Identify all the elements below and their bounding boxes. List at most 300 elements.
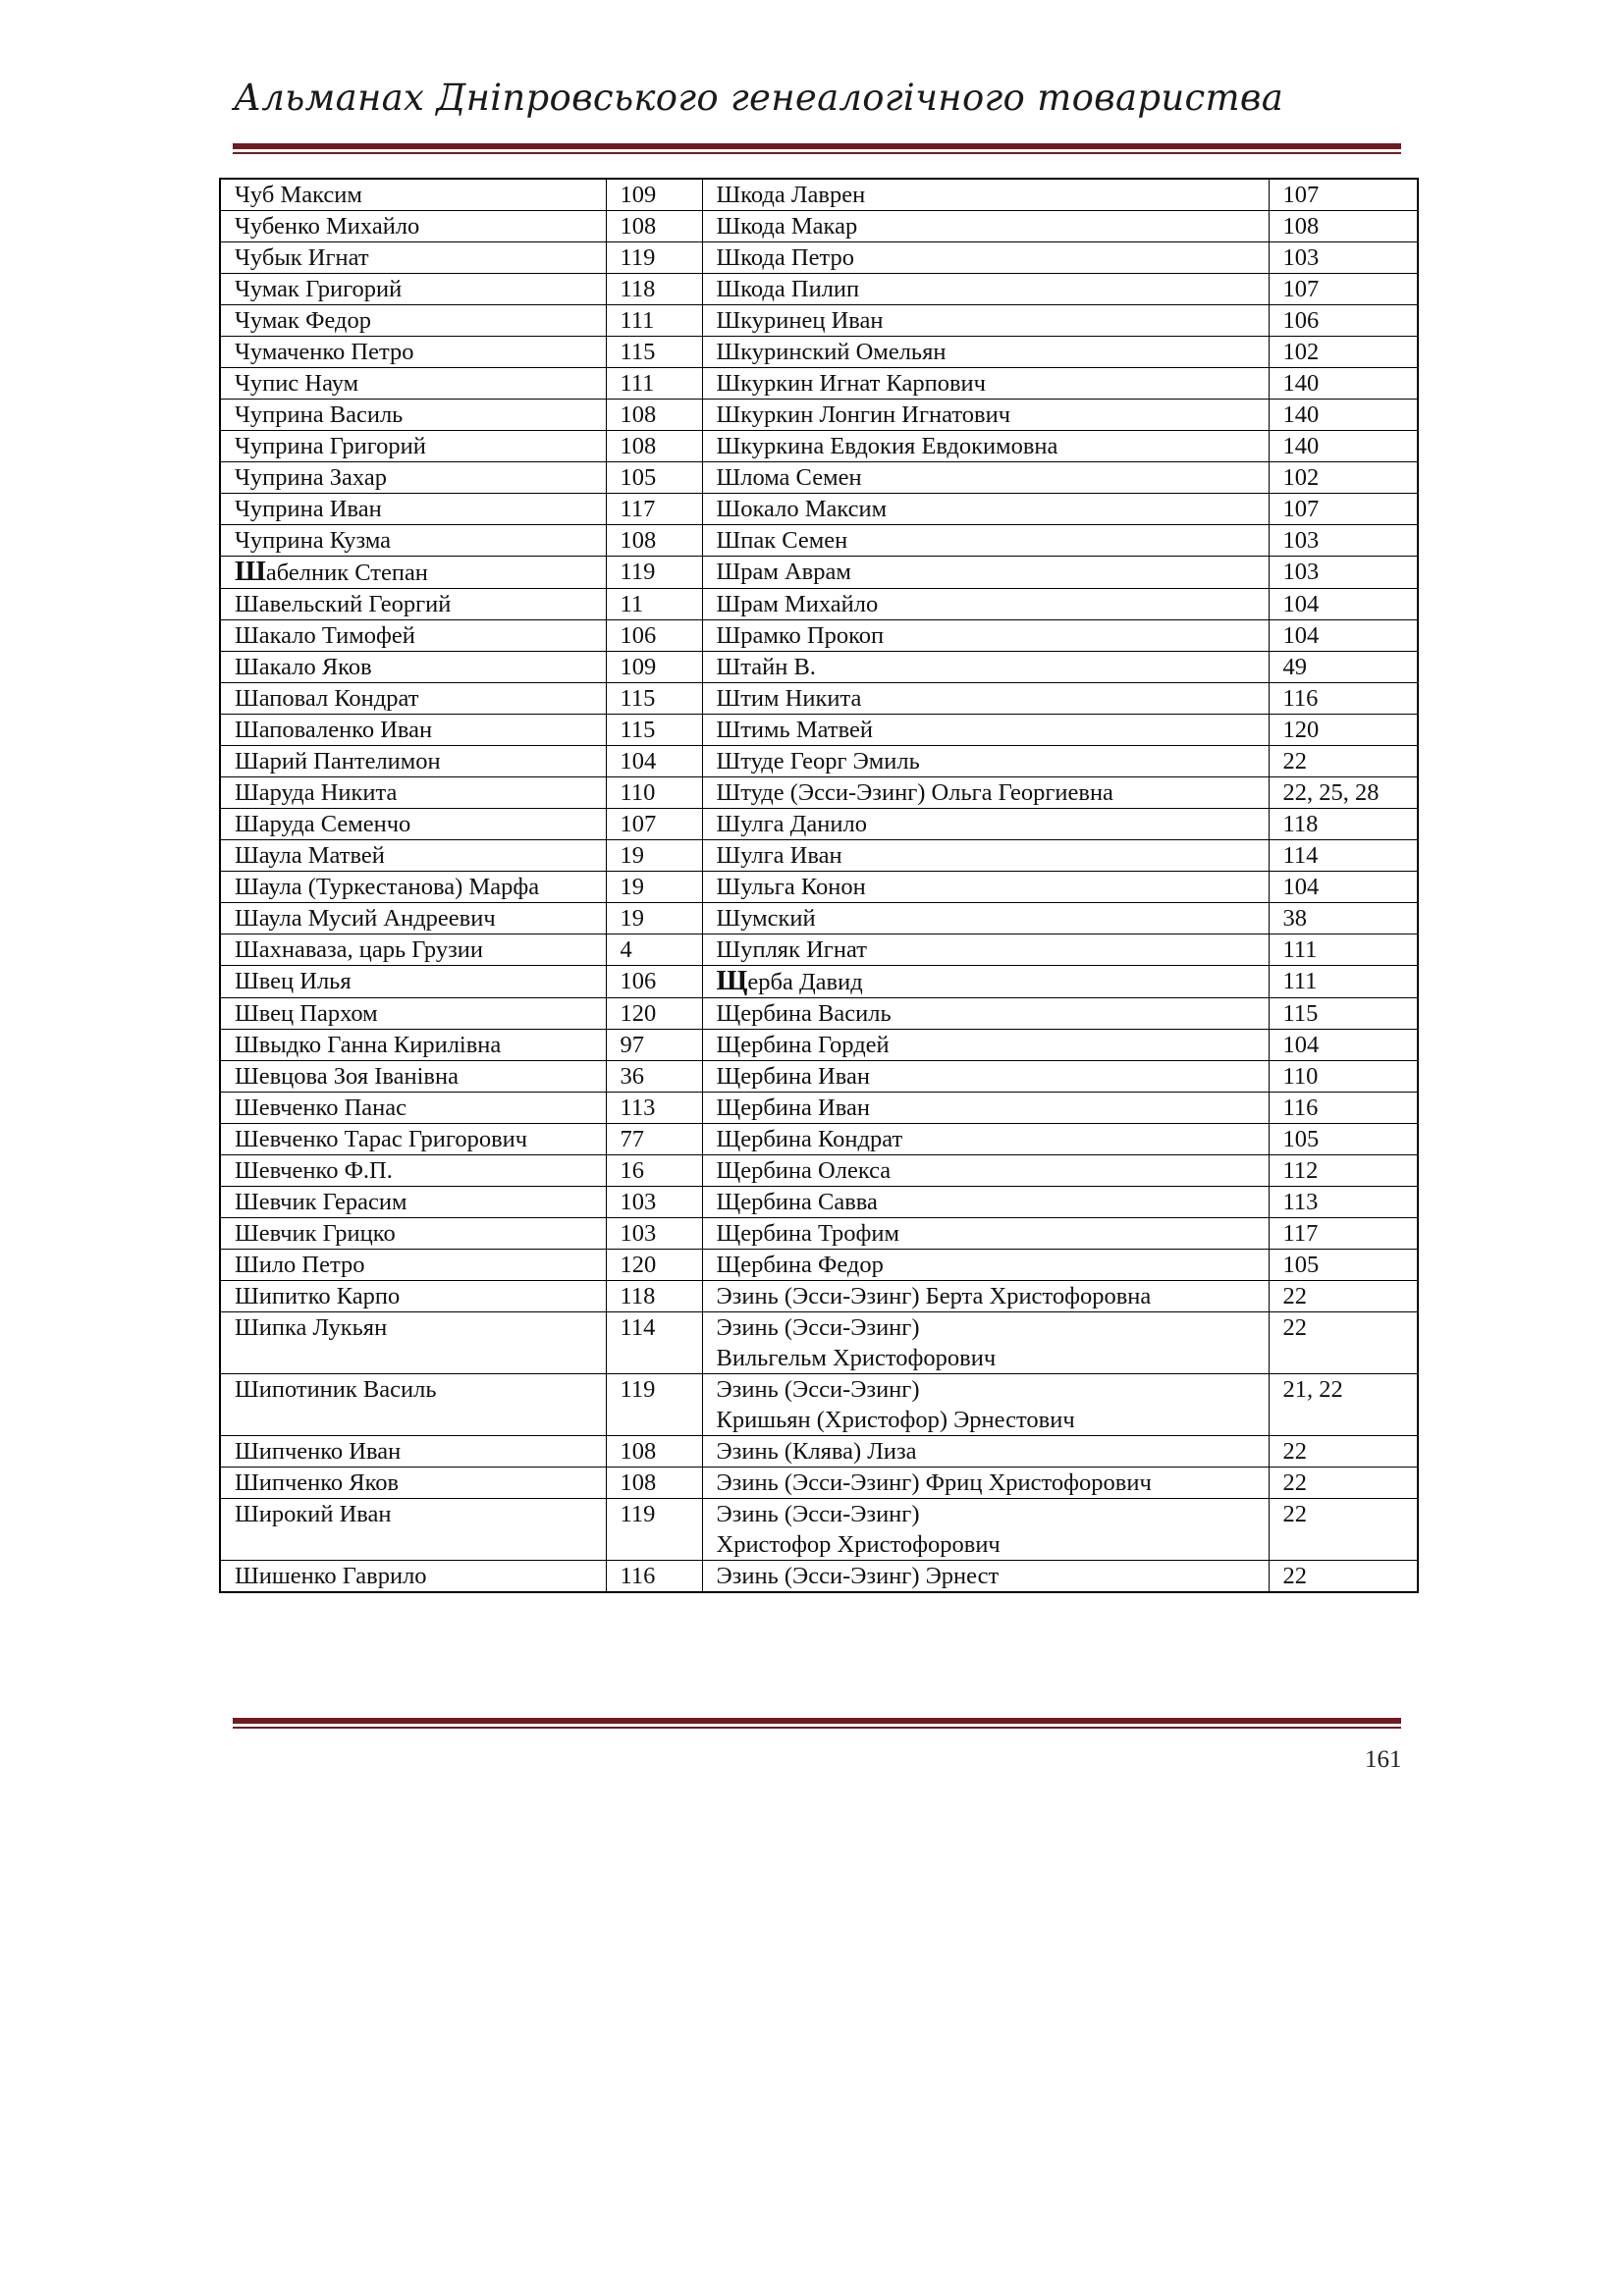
right-page-ref-cell: 113	[1269, 1187, 1418, 1218]
right-page-ref-cell: 118	[1269, 809, 1418, 840]
person-name: Шульга Конон	[716, 874, 866, 900]
left-name-cell	[220, 777, 606, 809]
right-page-ref-cell: 117	[1269, 1218, 1418, 1250]
person-name: Щербина Савва	[716, 1189, 878, 1215]
left-name-cell	[220, 683, 606, 715]
right-page-ref-cell: 104	[1269, 620, 1418, 652]
table-row	[220, 242, 1418, 274]
table-row	[220, 400, 1418, 431]
right-page-ref-cell: 140	[1269, 368, 1418, 400]
left-name-cell	[220, 840, 606, 872]
person-name: Шаповал Кондрат	[235, 685, 419, 712]
right-name-cell	[702, 966, 1269, 998]
left-page-ref-cell: 19	[606, 903, 702, 934]
right-page-ref-cell: 116	[1269, 1093, 1418, 1124]
person-name: Шкуринский Омельян	[716, 339, 947, 365]
index-table-body	[220, 179, 1418, 1592]
person-name: Шевченко Ф.П.	[235, 1157, 393, 1184]
left-name-cell	[220, 1250, 606, 1281]
right-name-cell	[702, 998, 1269, 1030]
person-name: Швыдко Ганна Кирилівна	[235, 1032, 502, 1058]
left-name-cell	[220, 998, 606, 1030]
left-name-cell	[220, 966, 606, 998]
left-page-ref-cell: 111	[606, 305, 702, 337]
right-page-ref-cell: 110	[1269, 1061, 1418, 1093]
right-name-cell	[702, 1374, 1269, 1436]
person-name: Шумский	[716, 905, 816, 932]
left-page-ref-cell: 108	[606, 1468, 702, 1499]
right-page-ref-cell: 140	[1269, 431, 1418, 462]
table-row	[220, 494, 1418, 525]
person-name: ерба Давид	[747, 969, 863, 995]
table-row	[220, 274, 1418, 305]
right-name-cell	[702, 274, 1269, 305]
left-page-ref-cell: 119	[606, 1499, 702, 1561]
left-page-ref-cell: 115	[606, 715, 702, 746]
left-name-cell	[220, 525, 606, 557]
person-name: Шаруда Никита	[235, 779, 398, 806]
person-name: Чумак Федор	[235, 307, 371, 334]
person-name: Шрамко Прокоп	[716, 622, 885, 649]
person-name: Шипченко Иван	[235, 1438, 402, 1465]
left-page-ref-cell: 19	[606, 840, 702, 872]
right-name-cell	[702, 1281, 1269, 1312]
right-name-cell	[702, 903, 1269, 934]
person-name-continued: Кришьян (Христофор) Эрнестович	[716, 1407, 1075, 1433]
table-row	[220, 809, 1418, 840]
person-name: Штим Никита	[716, 685, 862, 712]
table-row	[220, 1187, 1418, 1218]
person-name: Шевцова Зоя Іванівна	[235, 1063, 459, 1090]
table-row	[220, 1312, 1418, 1374]
left-page-ref-cell: 108	[606, 1436, 702, 1468]
left-name-cell	[220, 1561, 606, 1593]
person-name: Шевченко Панас	[235, 1095, 406, 1121]
left-name-cell	[220, 274, 606, 305]
right-name-cell	[702, 620, 1269, 652]
right-name-cell	[702, 242, 1269, 274]
left-page-ref-cell: 120	[606, 1250, 702, 1281]
left-name-cell	[220, 305, 606, 337]
left-name-cell	[220, 462, 606, 494]
right-page-ref-cell: 104	[1269, 1030, 1418, 1061]
left-name-cell	[220, 1436, 606, 1468]
left-page-ref-cell: 104	[606, 746, 702, 777]
header-rule	[233, 143, 1401, 154]
table-row	[220, 1093, 1418, 1124]
person-name: Эзинь (Клява) Лиза	[716, 1438, 917, 1465]
table-row	[220, 998, 1418, 1030]
left-name-cell	[220, 400, 606, 431]
person-name: Шевчик Герасим	[235, 1189, 407, 1215]
right-name-cell	[702, 557, 1269, 589]
person-name: Шавельский Георгий	[235, 591, 452, 617]
right-name-cell	[702, 1561, 1269, 1593]
person-name: Шишенко Гаврило	[235, 1563, 427, 1589]
person-name: Шкуринец Иван	[716, 307, 884, 334]
table-row	[220, 715, 1418, 746]
right-page-ref-cell: 107	[1269, 179, 1418, 211]
left-name-cell	[220, 1374, 606, 1436]
person-name: Чумак Григорий	[235, 276, 403, 302]
right-name-cell	[702, 525, 1269, 557]
table-row	[220, 1124, 1418, 1155]
person-name: Штуде Георг Эмиль	[716, 748, 920, 774]
table-row	[220, 966, 1418, 998]
left-page-ref-cell: 16	[606, 1155, 702, 1187]
person-name: Щербина Гордей	[716, 1032, 890, 1058]
table-row	[220, 620, 1418, 652]
left-name-cell	[220, 1468, 606, 1499]
person-name: Чубенко Михайло	[235, 213, 420, 240]
right-name-cell	[702, 1061, 1269, 1093]
left-name-cell	[220, 1093, 606, 1124]
left-page-ref-cell: 119	[606, 1374, 702, 1436]
right-name-cell	[702, 840, 1269, 872]
left-page-ref-cell: 108	[606, 211, 702, 242]
person-name-continued: Вильгельм Христофорович	[716, 1345, 997, 1371]
left-page-ref-cell: 107	[606, 809, 702, 840]
right-name-cell	[702, 1250, 1269, 1281]
left-name-cell	[220, 1187, 606, 1218]
person-name: Шлома Семен	[716, 464, 862, 491]
right-name-cell	[702, 1312, 1269, 1374]
table-row	[220, 1250, 1418, 1281]
right-page-ref-cell: 22	[1269, 1499, 1418, 1561]
left-page-ref-cell: 19	[606, 872, 702, 903]
running-header-title: Альманах Дніпровського генеалогічного товариства	[234, 77, 1284, 119]
right-name-cell	[702, 1187, 1269, 1218]
person-name: Чуприна Григорий	[235, 433, 426, 459]
table-row	[220, 305, 1418, 337]
person-name: Шокало Максим	[716, 496, 888, 522]
person-name: Шкуркин Игнат Карпович	[716, 370, 986, 397]
left-name-cell	[220, 1218, 606, 1250]
right-page-ref-cell: 114	[1269, 840, 1418, 872]
left-page-ref-cell: 117	[606, 494, 702, 525]
left-page-ref-cell: 118	[606, 274, 702, 305]
person-name: Шкода Петро	[716, 244, 854, 271]
left-name-cell	[220, 872, 606, 903]
person-name: Шахнаваза, царь Грузии	[235, 936, 483, 963]
person-name: Шипка Лукьян	[235, 1314, 388, 1341]
right-page-ref-cell: 22	[1269, 1281, 1418, 1312]
right-page-ref-cell: 111	[1269, 934, 1418, 966]
person-name: Щербина Иван	[716, 1063, 870, 1090]
person-name: Щербина Кондрат	[716, 1126, 903, 1152]
left-name-cell	[220, 1155, 606, 1187]
person-name: Чуприна Василь	[235, 401, 404, 428]
left-page-ref-cell: 108	[606, 525, 702, 557]
right-name-cell	[702, 1436, 1269, 1468]
person-name: Эзинь (Эсси-Эзинг) Фриц Христофорович	[716, 1469, 1152, 1496]
person-name: Шкода Пилип	[716, 276, 860, 302]
letter-section-initial: Ш	[235, 556, 266, 587]
person-name: Эзинь (Эсси-Эзинг) Эрнест	[716, 1563, 1000, 1589]
person-name: Шакало Яков	[235, 654, 372, 680]
table-row	[220, 1561, 1418, 1593]
left-name-cell	[220, 1030, 606, 1061]
person-name: Шевченко Тарас Григорович	[235, 1126, 528, 1152]
person-name: Шаула Матвей	[235, 842, 385, 869]
left-page-ref-cell: 4	[606, 934, 702, 966]
person-name: Шарий Пантелимон	[235, 748, 441, 774]
right-name-cell	[702, 872, 1269, 903]
right-name-cell	[702, 337, 1269, 368]
left-name-cell	[220, 809, 606, 840]
left-name-cell	[220, 903, 606, 934]
right-name-cell	[702, 1155, 1269, 1187]
right-name-cell	[702, 746, 1269, 777]
person-name: Шкуркин Лонгин Игнатович	[716, 401, 1011, 428]
person-name: Шевчик Грицко	[235, 1220, 396, 1247]
left-name-cell	[220, 715, 606, 746]
person-name: Широкий Иван	[235, 1501, 392, 1527]
person-name: Штайн В.	[716, 654, 816, 680]
person-name: Чуб Максим	[235, 182, 362, 208]
left-name-cell	[220, 494, 606, 525]
left-page-ref-cell: 106	[606, 966, 702, 998]
person-name: Эзинь (Эсси-Эзинг) Берта Христофоровна	[716, 1283, 1152, 1309]
table-row	[220, 1499, 1418, 1561]
right-page-ref-cell: 115	[1269, 998, 1418, 1030]
table-row	[220, 431, 1418, 462]
person-name: Щербина Федор	[716, 1252, 884, 1278]
left-name-cell	[220, 1499, 606, 1561]
person-name: Штуде (Эсси-Эзинг) Ольга Георгиевна	[716, 779, 1113, 806]
left-name-cell	[220, 620, 606, 652]
person-name: Шаруда Семенчо	[235, 811, 411, 837]
left-page-ref-cell: 120	[606, 998, 702, 1030]
right-page-ref-cell: 22	[1269, 1468, 1418, 1499]
person-name: Шипченко Яков	[235, 1469, 400, 1496]
right-page-ref-cell: 140	[1269, 400, 1418, 431]
right-name-cell	[702, 368, 1269, 400]
right-page-ref-cell: 116	[1269, 683, 1418, 715]
person-name: Шаула Мусий Андреевич	[235, 905, 496, 932]
table-row	[220, 337, 1418, 368]
person-name: Эзинь (Эсси-Эзинг)	[716, 1314, 920, 1341]
person-name: Швец Пархом	[235, 1000, 378, 1027]
right-page-ref-cell: 112	[1269, 1155, 1418, 1187]
table-row	[220, 211, 1418, 242]
table-row	[220, 462, 1418, 494]
table-row	[220, 1281, 1418, 1312]
table-row	[220, 746, 1418, 777]
left-page-ref-cell: 36	[606, 1061, 702, 1093]
right-name-cell	[702, 715, 1269, 746]
right-name-cell	[702, 809, 1269, 840]
right-page-ref-cell: 22	[1269, 746, 1418, 777]
table-row	[220, 683, 1418, 715]
right-page-ref-cell: 22	[1269, 1561, 1418, 1593]
table-row	[220, 1374, 1418, 1436]
person-name: Шкода Макар	[716, 213, 858, 240]
table-row	[220, 1468, 1418, 1499]
table-row	[220, 1436, 1418, 1468]
right-page-ref-cell: 38	[1269, 903, 1418, 934]
right-name-cell	[702, 431, 1269, 462]
right-name-cell	[702, 1093, 1269, 1124]
name-index-table	[219, 178, 1419, 1593]
table-row	[220, 1030, 1418, 1061]
table-row	[220, 872, 1418, 903]
person-name: Шпак Семен	[716, 527, 848, 554]
right-page-ref-cell: 102	[1269, 462, 1418, 494]
table-row	[220, 525, 1418, 557]
person-name: Щербина Василь	[716, 1000, 892, 1027]
left-page-ref-cell: 119	[606, 557, 702, 589]
right-name-cell	[702, 494, 1269, 525]
right-name-cell	[702, 400, 1269, 431]
letter-section-initial: Щ	[716, 965, 748, 996]
right-page-ref-cell: 103	[1269, 525, 1418, 557]
person-name: Чуприна Захар	[235, 464, 387, 491]
left-name-cell	[220, 1281, 606, 1312]
person-name: Шрам Михайло	[716, 591, 879, 617]
person-name: Щербина Трофим	[716, 1220, 900, 1247]
person-name: Шипитко Карпо	[235, 1283, 401, 1309]
left-page-ref-cell: 110	[606, 777, 702, 809]
right-name-cell	[702, 1468, 1269, 1499]
left-page-ref-cell: 109	[606, 179, 702, 211]
person-name: Шулга Иван	[716, 842, 842, 869]
person-name: Шаповаленко Иван	[235, 717, 433, 743]
right-page-ref-cell: 106	[1269, 305, 1418, 337]
person-name: Чубык Игнат	[235, 244, 369, 271]
person-name: Шкода Лаврен	[716, 182, 866, 208]
left-page-ref-cell: 103	[606, 1218, 702, 1250]
right-page-ref-cell: 107	[1269, 494, 1418, 525]
table-row	[220, 557, 1418, 589]
left-page-ref-cell: 115	[606, 683, 702, 715]
person-name: Шрам Аврам	[716, 559, 851, 585]
right-page-ref-cell: 105	[1269, 1124, 1418, 1155]
left-page-ref-cell: 109	[606, 652, 702, 683]
table-row	[220, 179, 1418, 211]
table-row	[220, 1061, 1418, 1093]
person-name: Шакало Тимофей	[235, 622, 415, 649]
left-name-cell	[220, 1312, 606, 1374]
left-page-ref-cell: 105	[606, 462, 702, 494]
person-name-continued: Христофор Христофорович	[716, 1531, 1001, 1558]
table-row	[220, 652, 1418, 683]
right-name-cell	[702, 1218, 1269, 1250]
left-page-ref-cell: 97	[606, 1030, 702, 1061]
left-name-cell	[220, 1124, 606, 1155]
footer-rule	[233, 1718, 1401, 1729]
person-name: Чумаченко Петро	[235, 339, 414, 365]
left-name-cell	[220, 557, 606, 589]
left-page-ref-cell: 119	[606, 242, 702, 274]
person-name: Шупляк Игнат	[716, 936, 867, 963]
left-page-ref-cell: 113	[606, 1093, 702, 1124]
person-name: абелник Степан	[265, 560, 428, 586]
right-name-cell	[702, 777, 1269, 809]
left-page-ref-cell: 111	[606, 368, 702, 400]
person-name: Щербина Иван	[716, 1095, 870, 1121]
right-name-cell	[702, 462, 1269, 494]
left-name-cell	[220, 934, 606, 966]
right-name-cell	[702, 683, 1269, 715]
left-page-ref-cell: 108	[606, 400, 702, 431]
right-page-ref-cell: 21, 22	[1269, 1374, 1418, 1436]
right-page-ref-cell: 49	[1269, 652, 1418, 683]
left-name-cell	[220, 211, 606, 242]
right-name-cell	[702, 652, 1269, 683]
left-page-ref-cell: 11	[606, 589, 702, 620]
table-row	[220, 368, 1418, 400]
left-page-ref-cell: 118	[606, 1281, 702, 1312]
right-name-cell	[702, 211, 1269, 242]
person-name: Чуприна Иван	[235, 496, 382, 522]
left-page-ref-cell: 77	[606, 1124, 702, 1155]
person-name: Шкуркина Евдокия Евдокимовна	[716, 433, 1058, 459]
right-page-ref-cell: 22	[1269, 1436, 1418, 1468]
left-page-ref-cell: 116	[606, 1561, 702, 1593]
person-name: Чуприна Кузма	[235, 527, 392, 554]
left-name-cell	[220, 179, 606, 211]
table-row	[220, 777, 1418, 809]
left-name-cell	[220, 746, 606, 777]
left-page-ref-cell: 115	[606, 337, 702, 368]
person-name: Эзинь (Эсси-Эзинг)	[716, 1501, 920, 1527]
left-page-ref-cell: 114	[606, 1312, 702, 1374]
right-name-cell	[702, 934, 1269, 966]
right-name-cell	[702, 1030, 1269, 1061]
table-row	[220, 934, 1418, 966]
table-row	[220, 1155, 1418, 1187]
person-name: Чупис Наум	[235, 370, 359, 397]
right-page-ref-cell: 104	[1269, 589, 1418, 620]
right-page-ref-cell: 105	[1269, 1250, 1418, 1281]
right-page-ref-cell: 22	[1269, 1312, 1418, 1374]
left-page-ref-cell: 108	[606, 431, 702, 462]
right-name-cell	[702, 179, 1269, 211]
page-number: 161	[1365, 1746, 1402, 1773]
table-row	[220, 840, 1418, 872]
person-name: Эзинь (Эсси-Эзинг)	[716, 1376, 920, 1403]
person-name: Швец Илья	[235, 968, 352, 994]
left-name-cell	[220, 589, 606, 620]
right-name-cell	[702, 1124, 1269, 1155]
right-page-ref-cell: 120	[1269, 715, 1418, 746]
person-name: Шаула (Туркестанова) Марфа	[235, 874, 540, 900]
left-name-cell	[220, 368, 606, 400]
left-name-cell	[220, 431, 606, 462]
right-name-cell	[702, 589, 1269, 620]
right-name-cell	[702, 305, 1269, 337]
table-row	[220, 589, 1418, 620]
table-row	[220, 903, 1418, 934]
right-page-ref-cell: 103	[1269, 557, 1418, 589]
left-name-cell	[220, 1061, 606, 1093]
person-name: Щербина Олекса	[716, 1157, 892, 1184]
left-page-ref-cell: 106	[606, 620, 702, 652]
left-name-cell	[220, 652, 606, 683]
person-name: Шило Петро	[235, 1252, 365, 1278]
left-name-cell	[220, 337, 606, 368]
left-page-ref-cell: 103	[606, 1187, 702, 1218]
right-page-ref-cell: 22, 25, 28	[1269, 777, 1418, 809]
left-name-cell	[220, 242, 606, 274]
person-name: Шипотиник Василь	[235, 1376, 437, 1403]
table-row	[220, 1218, 1418, 1250]
right-page-ref-cell: 111	[1269, 966, 1418, 998]
right-page-ref-cell: 104	[1269, 872, 1418, 903]
person-name: Шулга Данило	[716, 811, 867, 837]
right-page-ref-cell: 108	[1269, 211, 1418, 242]
